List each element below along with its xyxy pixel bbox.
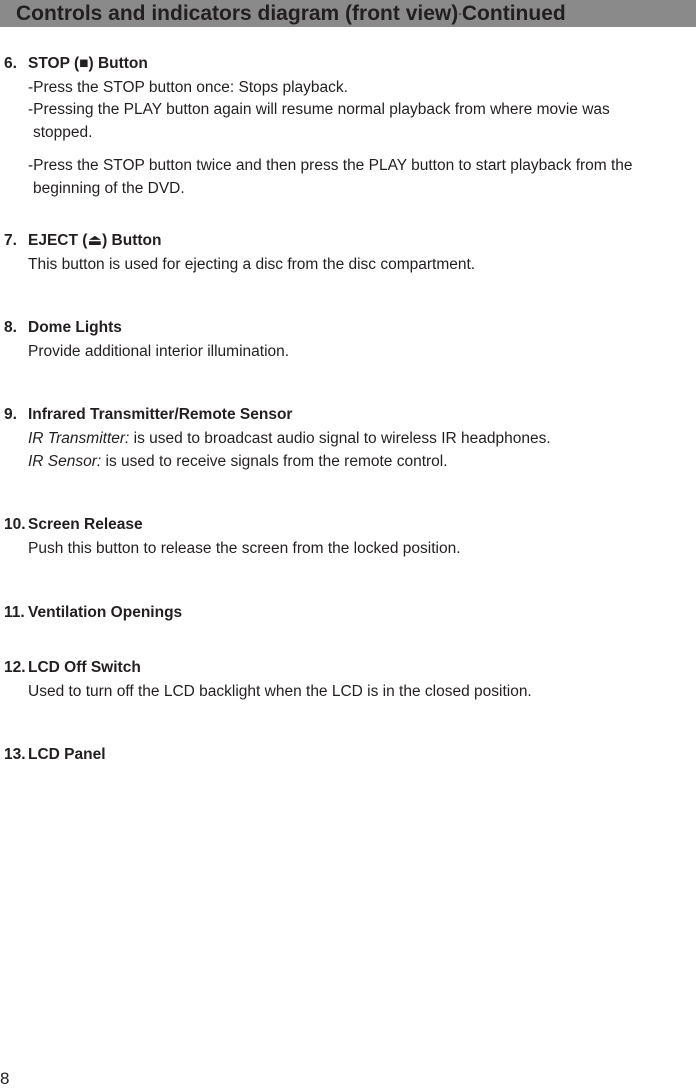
item-title: LCD Off Switch [28, 659, 141, 676]
item-number: 7. [4, 232, 17, 249]
section-title-main: Controls and indicators diagram (front view) [16, 2, 459, 25]
item-title: Screen Release [28, 516, 143, 533]
term-label: IR Sensor: [28, 453, 102, 470]
description-line [28, 427, 551, 451]
item-title-part: ) Button [102, 232, 162, 249]
section-title-suffix: Continued [461, 2, 566, 25]
section-title-dash: - [458, 7, 462, 20]
term-label: IR Transmitter: [28, 430, 130, 447]
section-title [16, 1, 566, 27]
description-line: -Press the STOP button once: Stops playback. [28, 79, 348, 96]
item-number: 13. [4, 746, 26, 763]
item-title: Dome Lights [28, 319, 122, 336]
description-line: Used to turn off the LCD backlight when the LCD is in the closed position. [28, 683, 532, 700]
description-line: Provide additional interior illumination. [28, 343, 290, 360]
item-number: 9. [4, 406, 17, 423]
item-title-part: ) Button [88, 55, 148, 72]
item-title: LCD Panel [28, 746, 106, 763]
item-title: Ventilation Openings [28, 604, 183, 621]
description-line: -Press the STOP button twice and then press the PLAY button to start playback from the [28, 157, 633, 174]
item-number: 12. [4, 659, 26, 676]
item-number: 8. [4, 319, 17, 336]
item-number: 6. [4, 55, 17, 72]
description-line: stopped. [33, 124, 93, 141]
description-line: Push this button to release the screen from the locked position. [28, 540, 461, 557]
item-title-part: STOP ( [28, 55, 80, 72]
item-title [28, 229, 161, 253]
term-description: is used to broadcast audio signal to wireless IR headphones. [129, 430, 551, 447]
eject-icon: ⏏ [87, 232, 103, 249]
description-line: This button is used for ejecting a disc from the disc compartment. [28, 256, 476, 273]
page-number: 8 [0, 1069, 10, 1088]
item-number: 10. [4, 516, 26, 533]
item-number: 11. [4, 604, 25, 621]
section-header-bar [0, 0, 696, 27]
stop-icon: ■ [79, 55, 89, 72]
description-line: beginning of the DVD. [33, 180, 185, 197]
item-title [28, 52, 148, 76]
term-description: is used to receive signals from the remote control. [101, 453, 448, 470]
item-title: Infrared Transmitter/Remote Sensor [28, 406, 293, 423]
description-line [28, 450, 448, 474]
description-line: -Pressing the PLAY button again will resume normal playback from where movie was [28, 101, 610, 118]
item-title-part: EJECT ( [28, 232, 88, 249]
